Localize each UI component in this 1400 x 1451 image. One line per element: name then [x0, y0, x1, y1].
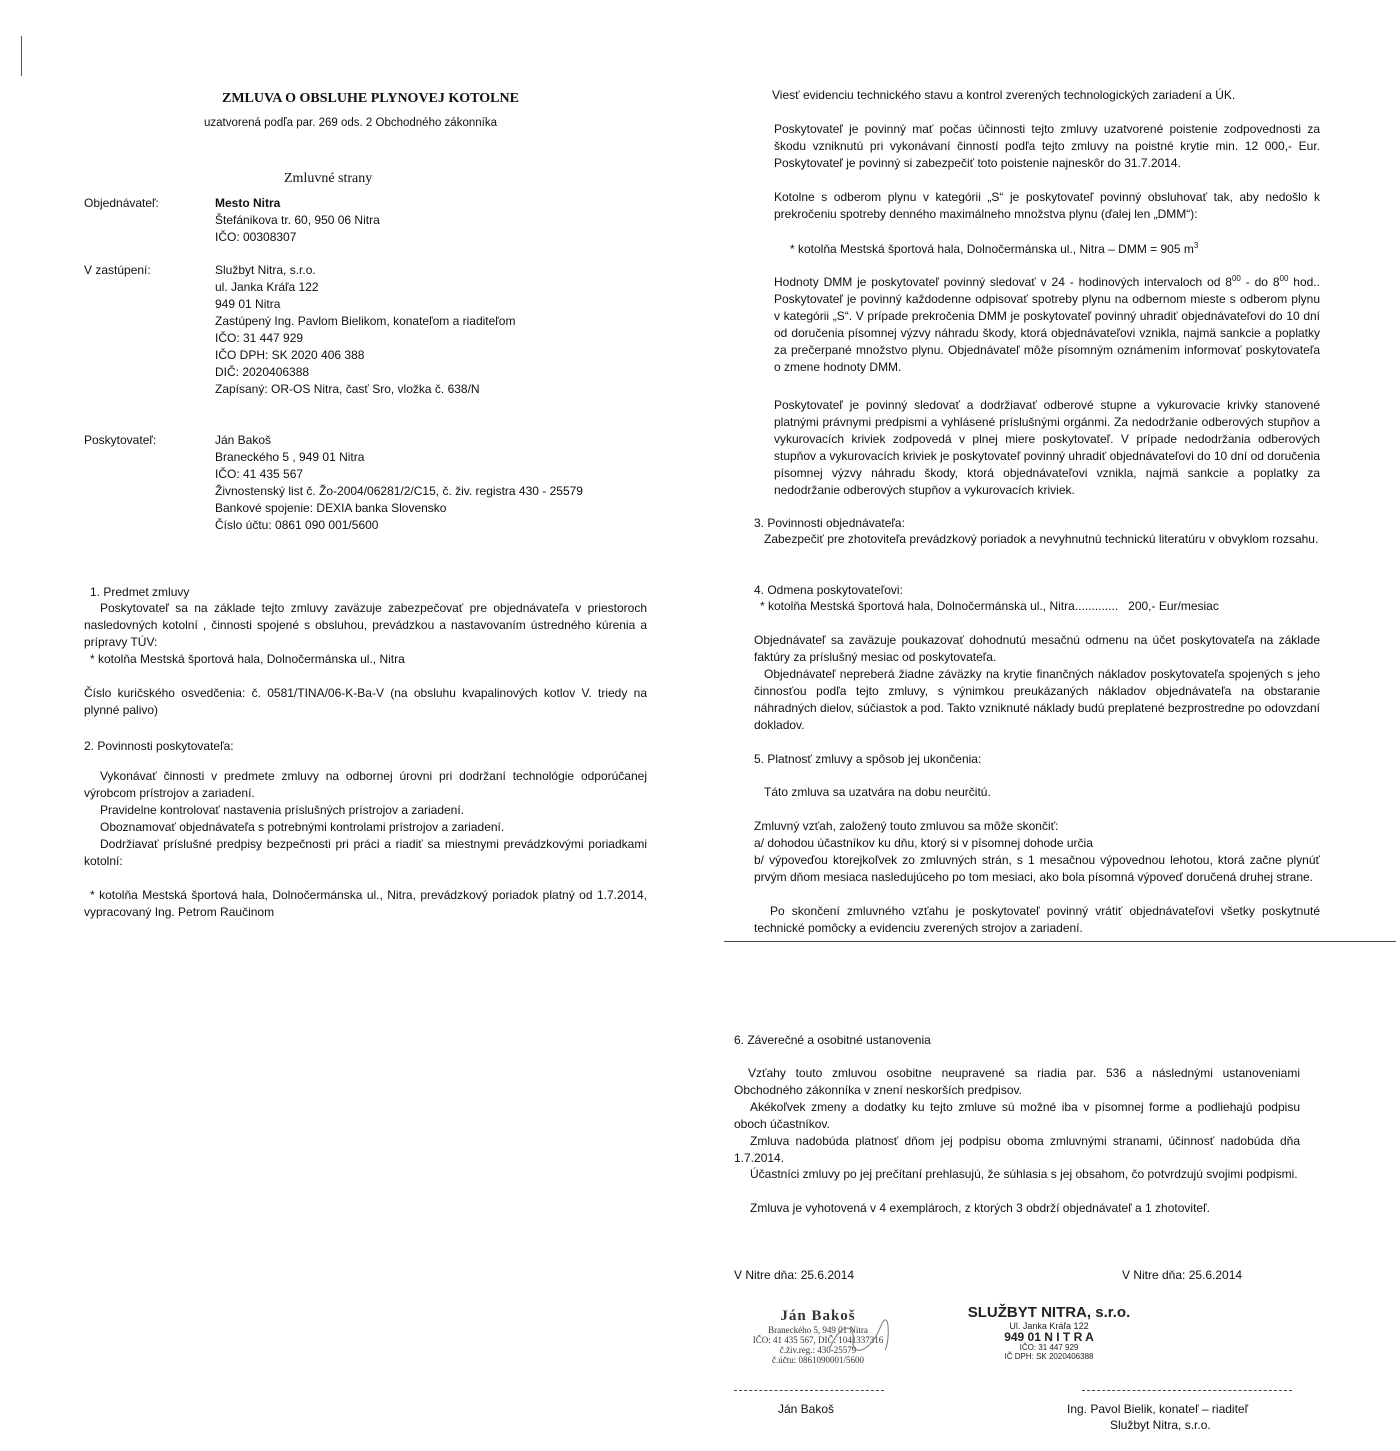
poskytovatel-line: Číslo účtu: 0861 090 001/5600 [215, 518, 379, 532]
dmm-bullet-text: * kotolňa Mestská športová hala, Dolnočermánska ul., Nitra – DMM = 905 m [790, 242, 1194, 256]
section1-certificate: Číslo kuričského osvedčenia: č. 0581/TINA/06-K-Ba-V (na obsluhu kvapalinových kotlov V. triedy na plynné palivo) [84, 686, 647, 717]
zastupenie-label: V zastúpení: [84, 263, 151, 277]
left-signature-line [734, 1390, 884, 1391]
dmm-text: - do 8 [1240, 275, 1280, 289]
section5-heading: 5. Platnosť zmluvy a spôsob jej ukončenia: [754, 752, 982, 766]
section2-heading: 2. Povinnosti poskytovateľa: [84, 739, 234, 753]
section2-bullet: * kotolňa Mestská športová hala, Dolnočermánska ul., Nitra, prevádzkový poriadok platný od 1.7.2014, vypracovaný Ing. Petrom Raučinom [84, 888, 647, 919]
zastupenie-line: DIČ: 2020406388 [215, 365, 310, 379]
right-signatory-company: Službyt Nitra, s.r.o. [1110, 1418, 1211, 1432]
right-paragraph: Viesť evidenciu technického stavu a kontrol zverených technologických zariadení a ÚK. [772, 88, 1236, 102]
section3-heading: 3. Povinnosti objednávateľa: [754, 516, 905, 530]
dmm-sup: 00 [1279, 274, 1289, 283]
right-paragraph: Poskytovateľ je povinný mať počas účinnosti tejto zmluvy uzatvorené poistenie zodpovednosti za škodu vzniknutú pri vykonávaní činností podľa tejto zmluvy na poistné krytie min. 12 000,- Eur. Poskytovateľ je povinný si zabezpečiť toto poistenie najneskôr do 31.7.2014. [774, 122, 1320, 170]
zastupenie-line: 949 01 Nitra [215, 297, 281, 311]
poskytovatel-label: Poskytovateľ: [84, 433, 157, 447]
right-paragraph: Poskytovateľ je povinný sledovať a dodržiavať odberové stupne a vykurovacie krivky stanovené platnými právnymi predpismi a vyhlásené príslušnými orgánmi. Za nedodržanie odberových stupňov a vykurovacích kriviek zodpovedá v plnej miere poskytovateľ. V prípade nedodržania odberových stupňov a vykurovacích kriviek je poskytovateľ povinný uhradiť objednávateľovi do 10 dní od doručenia písomnej výzvy náhradu škody, ktorá objednávateľovi vznikla, najmä sankcie a poplatky za nedodržanie odberových stupňov a vykurovacích kriviek. [774, 398, 1320, 497]
section6-paragraph: Účastníci zmluvy po jej prečítaní prehlasujú, že súhlasia s jej obsahom, čo potvrdzujú svojimi podpismi. [750, 1167, 1298, 1181]
section4-heading: 4. Odmena poskytovateľovi: [754, 583, 903, 597]
section2-paragraph: Vykonávať činnosti v predmete zmluvy na odbornej úrovni pri dodržaní technológie odporúčanej výrobcom prístrojov a zariadení. [84, 769, 647, 800]
left-stamp-name: Ján Bakoš [780, 1308, 856, 1324]
section6-paragraph: Zmluva je vyhotovená v 4 exemplároch, z ktorých 3 obdrží objednávateľ a 1 zhotoviteľ. [750, 1201, 1210, 1215]
parties-heading: Zmluvné strany [284, 171, 373, 186]
right-stamp-line: Ul. Janka Kráľa 122 [1009, 1321, 1089, 1331]
zastupenie-details [215, 262, 515, 398]
section1-bullet: * kotolňa Mestská športová hala, Dolnočermánska ul., Nitra [90, 652, 405, 666]
left-stamp-line: IČO: 41 435 567, DIČ: 1041337316 [752, 1335, 884, 1345]
left-signature-date: V Nitre dňa: 25.6.2014 [734, 1268, 855, 1282]
poskytovatel-line: Braneckého 5 , 949 01 Nitra [215, 450, 365, 464]
section4-bullet: * kotolňa Mestská športová hala, Dolnočermánska ul., Nitra............. 200,- Eur/mesiac [760, 599, 1219, 613]
objednavatel-label: Objednávateľ: [84, 196, 159, 210]
objednavatel-name: Mesto Nitra [215, 196, 281, 210]
right-stamp-line: IČO: 31 447 929 [1019, 1343, 1079, 1352]
scan-mark [21, 36, 22, 76]
poskytovatel-line: Ján Bakoš [215, 433, 272, 447]
section1-heading: 1. Predmet zmluvy [90, 585, 190, 599]
section6-paragraph: Vzťahy touto zmluvou osobitne neupravené sa riadia par. 536 a následnými ustanoveniami Obchodného zákonníka v znení neskorších predpisov. [734, 1066, 1300, 1097]
section5-paragraph: a/ dohodou účastníkov ku dňu, ktorý si v písomnej dohode určia [754, 836, 1093, 850]
section5-paragraph: Po skončení zmluvného vzťahu je poskytovateľ povinný vrátiť objednávateľovi všetky poskytnuté technické pomôcky a evidenciu zverených strojov a zariadení. [754, 904, 1320, 935]
section6-paragraph: Akékoľvek zmeny a dodatky ku tejto zmluve sú možné iba v písomnej forme a podliehajú podpisu oboch účastníkov. [734, 1100, 1300, 1131]
zastupenie-line: IČO: 31 447 929 [215, 331, 304, 345]
left-stamp-line: Braneckého 5, 949 01 Nitra [768, 1325, 868, 1335]
left-signature-scribble [825, 1318, 895, 1358]
section4-paragraph: Objednávateľ sa zaväzuje poukazovať dohodnutú mesačnú odmenu na účet poskytovateľa na základe faktúry za príslušný mesiac od poskytovateľa. [754, 633, 1320, 664]
dmm-text: hod.. Poskytovateľ je povinný každodenne odpisovať spotreby plynu na odbernom mieste s odberom plynu v kategórii „S“. V prípade prekročenia DMM je poskytovateľ povinný uhradiť objednávateľovi do 10 dní od doručenia písomnej výzvy náhradu škody, ktorá objednávateľovi vznikla, najmä sankcie a poplatky za prečerpané množstvo plynu. Objednávateľ môže písomným oznámením informovať poskytovateľa o zmene hodnoty DMM. [774, 275, 1320, 374]
poskytovatel-details [215, 432, 583, 534]
document-subtitle: uzatvorená podľa par. 269 ods. 2 Obchodného zákonníka [204, 117, 497, 129]
section6-heading: 6. Záverečné a osobitné ustanovenia [734, 1033, 931, 1047]
zastupenie-line: Službyt Nitra, s.r.o. [215, 263, 316, 277]
section3-paragraph: Zabezpečiť pre zhotoviteľa prevádzkový poriadok a nevyhnutnú technickú literatúru v obvyklom rozsahu. [764, 532, 1319, 546]
column-rule [724, 941, 1396, 942]
zastupenie-line: Zapísaný: OR-OS Nitra, časť Sro, vložka č. 638/N [215, 382, 480, 396]
section5-paragraph: b/ výpoveďou ktorejkoľvek zo zmluvných strán, s 1 mesačnou výpovednou lehotou, ktorá začne plynúť prvým dňom mesiaca nasledujúceho po tom mesiaci, ako bola písomná výpoveď doručená druhej strane. [754, 853, 1320, 884]
left-stamp-line: č.účtu: 0861090001/5600 [772, 1355, 864, 1365]
right-paragraph [774, 270, 1320, 376]
document-title: ZMLUVA O OBSLUHE PLYNOVEJ KOTOLNE [222, 91, 519, 106]
section5-paragraph: Zmluvný vzťah, založený touto zmluvou sa môže skončiť: [754, 819, 1059, 833]
right-signature-line [1082, 1390, 1292, 1391]
zastupenie-line: ul. Janka Kráľa 122 [215, 280, 319, 294]
poskytovatel-line: IČO: 41 435 567 [215, 467, 304, 481]
left-stamp-line: č.živ.reg.: 430-25579 [779, 1345, 857, 1355]
section5-paragraph: Táto zmluva sa uzatvára na dobu neurčitú. [764, 785, 991, 799]
right-stamp-line: 949 01 N I T R A [1004, 1330, 1094, 1344]
section6-paragraph: Zmluva nadobúda platnosť dňom jej podpisu oboma zmluvnými stranami, účinnosť nadobúda dňa 1.7.2014. [734, 1134, 1300, 1165]
dmm-bullet [790, 237, 1198, 258]
objednavatel-address: Štefánikova tr. 60, 950 06 Nitra [215, 213, 380, 227]
dmm-bullet-sup: 3 [1193, 241, 1199, 250]
right-stamp-line: IČ DPH: SK 2020406388 [1004, 1352, 1094, 1361]
left-signatory-name: Ján Bakoš [778, 1402, 835, 1416]
objednavatel-details [215, 195, 380, 246]
poskytovatel-line: Živnostenský list č. Žo-2004/06281/2/C15, č. živ. registra 430 - 25579 [215, 484, 583, 498]
poskytovatel-line: Bankové spojenie: DEXIA banka Slovensko [215, 501, 447, 515]
right-paragraph: Kotolne s odberom plynu v kategórii „S“ je poskytovateľ povinný obsluhovať tak, aby nedošlo k prekročeniu spotreby denného maximálneho množstva plynu (ďalej len „DMM“): [774, 190, 1320, 221]
zastupenie-line: IČO DPH: SK 2020 406 388 [215, 348, 365, 362]
right-signature-date: V Nitre dňa: 25.6.2014 [1122, 1268, 1243, 1282]
zastupenie-line: Zastúpený Ing. Pavlom Bielikom, konateľom a riaditeľom [215, 314, 516, 328]
right-stamp [964, 1304, 1134, 1361]
section2-paragraph: Pravidelne kontrolovať nastavenia príslušných prístrojov a zariadení. [100, 803, 465, 817]
section2-paragraph: Dodržiavať príslušné predpisy bezpečnosti pri práci a riadiť sa miestnymi prevádzkovými poriadkami kotolní: [84, 837, 647, 868]
dmm-text: Hodnoty DMM je poskytovateľ povinný sledovať v 24 - hodinových intervaloch od 8 [774, 275, 1232, 289]
objednavatel-ico: IČO: 00308307 [215, 230, 297, 244]
section2-paragraph: Oboznamovať objednávateľa s potrebnými kontrolami prístrojov a zariadení. [100, 820, 505, 834]
section1-paragraph: Poskytovateľ sa na základe tejto zmluvy zaväzuje zabezpečovať pre objednávateľa v priestoroch nasledovných kotolní , činnosti spojené s obsluhou, prevádzkou a nastavovaním ústredného kúrenia a prípravy TÚV: [84, 601, 647, 649]
dmm-sup: 00 [1231, 274, 1241, 283]
right-stamp-name: SLUŽBYT NITRA, s.r.o. [967, 1304, 1131, 1321]
section4-paragraph: Objednávateľ nepreberá žiadne záväzky na krytie finančných nákladov poskytovateľa spojených s jeho činnosťou podľa tejto zmluvy, s výnimkou preukázaných nákladov objednávateľa na obstaranie náhradných dielov, súčiastok a pod. Takto vzniknuté náklady budú preplatené bezprostredne po odovzdaní dokladov. [754, 667, 1320, 732]
right-signatory-name: Ing. Pavol Bielik, konateľ – riaditeľ [1067, 1402, 1249, 1416]
